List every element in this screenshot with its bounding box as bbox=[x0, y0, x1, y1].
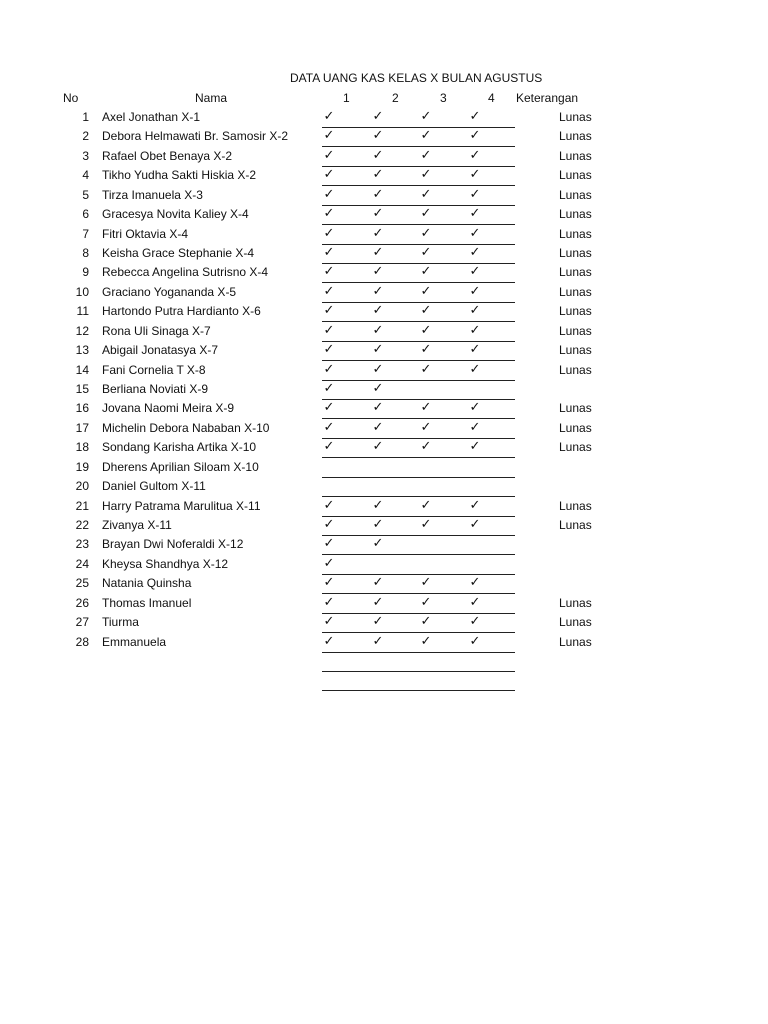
checkmark-icon: ✓ bbox=[469, 633, 481, 649]
checkmark-icon: ✓ bbox=[420, 361, 432, 377]
row-underline bbox=[322, 652, 515, 653]
row-number: 7 bbox=[82, 226, 89, 241]
student-name: Harry Patrama Marulitua X-11 bbox=[102, 498, 261, 513]
student-name: Rebecca Angelina Sutrisno X-4 bbox=[102, 265, 269, 280]
table-row bbox=[0, 633, 768, 652]
checkmark-icon: ✓ bbox=[323, 186, 335, 202]
row-number: 2 bbox=[82, 129, 89, 144]
checkmark-icon: ✓ bbox=[372, 109, 384, 124]
status-label: Lunas bbox=[559, 440, 592, 455]
table-row bbox=[0, 399, 768, 418]
student-name: Rona Uli Sinaga X-7 bbox=[102, 323, 211, 338]
checkmark-icon: ✓ bbox=[372, 167, 384, 183]
student-name: Natania Quinsha bbox=[102, 576, 192, 591]
student-name: Axel Jonathan X-1 bbox=[102, 110, 201, 124]
row-number: 14 bbox=[75, 362, 89, 377]
table-row bbox=[0, 497, 768, 516]
checkmark-icon: ✓ bbox=[469, 614, 481, 630]
table-row bbox=[0, 458, 768, 477]
checkmark-icon: ✓ bbox=[372, 322, 384, 338]
row-number: 3 bbox=[82, 148, 89, 163]
checkmark-icon: ✓ bbox=[323, 400, 335, 416]
row-number: 22 bbox=[75, 518, 89, 533]
checkmark-icon: ✓ bbox=[469, 439, 481, 455]
row-number: 26 bbox=[75, 595, 89, 610]
checkmark-icon: ✓ bbox=[372, 128, 384, 144]
table-row bbox=[0, 263, 768, 282]
checkmark-icon: ✓ bbox=[420, 419, 432, 435]
checkmark-icon: ✓ bbox=[469, 225, 481, 241]
row-number: 23 bbox=[75, 537, 89, 552]
student-name: Keisha Grace Stephanie X-4 bbox=[102, 246, 255, 260]
table-row bbox=[0, 535, 768, 554]
checkmark-icon: ✓ bbox=[420, 225, 432, 241]
row-number: 16 bbox=[75, 401, 89, 416]
table-row bbox=[0, 147, 768, 166]
checkmark-icon: ✓ bbox=[469, 342, 481, 358]
row-number: 18 bbox=[75, 440, 89, 455]
student-name: Jovana Naomi Meira X-9 bbox=[102, 401, 235, 416]
table-row bbox=[0, 516, 768, 535]
student-name: Dherens Aprilian Siloam X-10 bbox=[102, 459, 259, 474]
sheet-title: DATA UANG KAS KELAS X BULAN AGUSTUS bbox=[290, 71, 543, 85]
row-number: 24 bbox=[75, 556, 89, 571]
checkmark-icon: ✓ bbox=[323, 109, 335, 124]
checkmark-icon: ✓ bbox=[372, 303, 384, 319]
table-row bbox=[0, 380, 768, 399]
checkmark-icon: ✓ bbox=[323, 303, 335, 319]
student-name: Tikho Yudha Sakti Hiskia X-2 bbox=[102, 168, 257, 183]
checkmark-icon: ✓ bbox=[469, 361, 481, 377]
row-number: 10 bbox=[75, 284, 89, 299]
row-number: 21 bbox=[75, 498, 89, 513]
status-label: Lunas bbox=[559, 615, 592, 630]
checkmark-icon: ✓ bbox=[420, 186, 432, 202]
status-label: Lunas bbox=[559, 304, 592, 319]
checkmark-icon: ✓ bbox=[323, 225, 335, 241]
checkmark-icon: ✓ bbox=[372, 575, 384, 591]
checkmark-icon: ✓ bbox=[372, 283, 384, 299]
checkmark-icon: ✓ bbox=[469, 517, 481, 533]
checkmark-icon: ✓ bbox=[323, 419, 335, 435]
checkmark-icon: ✓ bbox=[420, 283, 432, 299]
row-number: 27 bbox=[75, 615, 89, 630]
checkmark-icon: ✓ bbox=[420, 147, 432, 163]
checkmark-icon: ✓ bbox=[420, 400, 432, 416]
table-row bbox=[0, 438, 768, 457]
table-row bbox=[0, 574, 768, 593]
checkmark-icon: ✓ bbox=[420, 614, 432, 630]
status-label: Lunas bbox=[559, 246, 592, 260]
student-name: Gracesya Novita Kaliey X-4 bbox=[102, 207, 249, 222]
student-name: Hartondo Putra Hardianto X-6 bbox=[102, 304, 261, 319]
checkmark-icon: ✓ bbox=[469, 575, 481, 591]
student-name: Fitri Oktavia X-4 bbox=[102, 226, 189, 241]
checkmark-icon: ✓ bbox=[469, 419, 481, 435]
checkmark-icon: ✓ bbox=[372, 497, 384, 513]
checkmark-icon: ✓ bbox=[323, 439, 335, 455]
checkmark-icon: ✓ bbox=[323, 497, 335, 513]
checkmark-icon: ✓ bbox=[420, 633, 432, 649]
checkmark-icon: ✓ bbox=[323, 536, 335, 552]
checkmark-icon: ✓ bbox=[372, 245, 384, 260]
header-week-1: 1 bbox=[343, 91, 350, 105]
student-name: Sondang Karisha Artika X-10 bbox=[102, 440, 257, 455]
checkmark-icon: ✓ bbox=[372, 517, 384, 533]
checkmark-icon: ✓ bbox=[323, 245, 335, 260]
table-row bbox=[0, 225, 768, 244]
status-label: Lunas bbox=[559, 518, 592, 533]
checkmark-icon: ✓ bbox=[420, 517, 432, 533]
blank-row-underline bbox=[322, 690, 515, 691]
checkmark-icon: ✓ bbox=[372, 186, 384, 202]
checkmark-icon: ✓ bbox=[469, 186, 481, 202]
row-number: 1 bbox=[82, 110, 89, 124]
status-label: Lunas bbox=[559, 265, 592, 280]
checkmark-icon: ✓ bbox=[372, 419, 384, 435]
checkmark-icon: ✓ bbox=[469, 264, 481, 280]
table-row bbox=[0, 244, 768, 263]
student-name: Thomas Imanuel bbox=[102, 595, 192, 610]
checkmark-icon: ✓ bbox=[420, 109, 432, 124]
student-name: Michelin Debora Nababan X-10 bbox=[102, 420, 270, 435]
checkmark-icon: ✓ bbox=[469, 400, 481, 416]
student-name: Berliana Noviati X-9 bbox=[102, 382, 209, 397]
student-name: Tirza Imanuela X-3 bbox=[102, 187, 203, 202]
row-number: 8 bbox=[82, 246, 89, 260]
table-row bbox=[0, 594, 768, 613]
checkmark-icon: ✓ bbox=[323, 206, 335, 222]
checkmark-icon: ✓ bbox=[323, 147, 335, 163]
student-name: Rafael Obet Benaya X-2 bbox=[102, 148, 233, 163]
row-number: 11 bbox=[76, 304, 89, 319]
checkmark-icon: ✓ bbox=[372, 594, 384, 610]
checkmark-icon: ✓ bbox=[372, 633, 384, 649]
checkmark-icon: ✓ bbox=[469, 128, 481, 144]
checkmark-icon: ✓ bbox=[420, 322, 432, 338]
blank-row-underline bbox=[322, 671, 515, 672]
student-name: Graciano Yogananda X-5 bbox=[102, 284, 237, 299]
status-label: Lunas bbox=[559, 148, 592, 163]
checkmark-icon: ✓ bbox=[323, 633, 335, 649]
checkmark-icon: ✓ bbox=[372, 147, 384, 163]
checkmark-icon: ✓ bbox=[323, 517, 335, 533]
checkmark-icon: ✓ bbox=[323, 614, 335, 630]
row-number: 9 bbox=[82, 265, 89, 280]
checkmark-icon: ✓ bbox=[420, 594, 432, 610]
checkmark-icon: ✓ bbox=[469, 594, 481, 610]
checkmark-icon: ✓ bbox=[372, 381, 384, 397]
checkmark-icon: ✓ bbox=[372, 225, 384, 241]
checkmark-icon: ✓ bbox=[420, 264, 432, 280]
checkmark-icon: ✓ bbox=[469, 147, 481, 163]
row-number: 17 bbox=[75, 420, 89, 435]
student-name: Fani Cornelia T X-8 bbox=[102, 362, 206, 377]
status-label: Lunas bbox=[559, 343, 592, 358]
checkmark-icon: ✓ bbox=[323, 342, 335, 358]
header-week-3: 3 bbox=[440, 91, 447, 105]
row-number: 15 bbox=[75, 382, 89, 397]
row-number: 25 bbox=[75, 576, 89, 591]
status-label: Lunas bbox=[559, 187, 592, 202]
checkmark-icon: ✓ bbox=[469, 206, 481, 222]
status-label: Lunas bbox=[559, 498, 592, 513]
checkmark-icon: ✓ bbox=[372, 206, 384, 222]
checkmark-icon: ✓ bbox=[469, 497, 481, 513]
status-label: Lunas bbox=[559, 284, 592, 299]
row-number: 28 bbox=[75, 634, 89, 649]
status-label: Lunas bbox=[559, 323, 592, 338]
student-name: Emmanuela bbox=[102, 634, 167, 649]
status-label: Lunas bbox=[559, 420, 592, 435]
table-row bbox=[0, 419, 768, 438]
student-name: Abigail Jonatasya X-7 bbox=[102, 343, 219, 358]
row-number: 6 bbox=[82, 207, 89, 222]
row-number: 12 bbox=[75, 323, 89, 338]
student-name: Debora Helmawati Br. Samosir X-2 bbox=[102, 129, 289, 144]
checkmark-icon: ✓ bbox=[323, 575, 335, 591]
student-name: Daniel Gultom X-11 bbox=[102, 479, 206, 494]
checkmark-icon: ✓ bbox=[323, 167, 335, 183]
checkmark-icon: ✓ bbox=[420, 575, 432, 591]
checkmark-icon: ✓ bbox=[420, 206, 432, 222]
checkmark-icon: ✓ bbox=[372, 439, 384, 455]
checkmark-icon: ✓ bbox=[420, 128, 432, 144]
status-label: Lunas bbox=[559, 129, 592, 144]
table-row bbox=[0, 341, 768, 360]
row-number: 13 bbox=[75, 343, 89, 358]
checkmark-icon: ✓ bbox=[372, 264, 384, 280]
student-name: Kheysa Shandhya X-12 bbox=[102, 556, 229, 571]
checkmark-icon: ✓ bbox=[372, 361, 384, 377]
row-number: 4 bbox=[82, 168, 89, 183]
table-row bbox=[0, 322, 768, 341]
table-row bbox=[0, 283, 768, 302]
table-row bbox=[0, 166, 768, 185]
table-row bbox=[0, 555, 768, 574]
status-label: Lunas bbox=[559, 168, 592, 183]
row-number: 19 bbox=[75, 459, 89, 474]
checkmark-icon: ✓ bbox=[469, 245, 481, 260]
checkmark-icon: ✓ bbox=[420, 342, 432, 358]
table-row bbox=[0, 302, 768, 321]
checkmark-icon: ✓ bbox=[323, 555, 335, 571]
checkmark-icon: ✓ bbox=[469, 167, 481, 183]
checkmark-icon: ✓ bbox=[323, 264, 335, 280]
checkmark-icon: ✓ bbox=[323, 361, 335, 377]
checkmark-icon: ✓ bbox=[469, 109, 481, 124]
checkmark-icon: ✓ bbox=[323, 594, 335, 610]
table-row bbox=[0, 186, 768, 205]
checkmark-icon: ✓ bbox=[372, 614, 384, 630]
checkmark-icon: ✓ bbox=[372, 400, 384, 416]
checkmark-icon: ✓ bbox=[323, 128, 335, 144]
status-label: Lunas bbox=[559, 110, 592, 124]
table-row bbox=[0, 205, 768, 224]
checkmark-icon: ✓ bbox=[323, 322, 335, 338]
row-number: 20 bbox=[75, 479, 89, 494]
checkmark-icon: ✓ bbox=[469, 303, 481, 319]
status-label: Lunas bbox=[559, 595, 592, 610]
header-keterangan: Keterangan bbox=[516, 91, 579, 105]
checkmark-icon: ✓ bbox=[372, 342, 384, 358]
header-week-4: 4 bbox=[488, 91, 495, 105]
checkmark-icon: ✓ bbox=[469, 322, 481, 338]
checkmark-icon: ✓ bbox=[420, 497, 432, 513]
table-row bbox=[0, 108, 768, 127]
student-name: Zivanya X-11 bbox=[102, 518, 172, 533]
status-label: Lunas bbox=[559, 401, 592, 416]
checkmark-icon: ✓ bbox=[420, 245, 432, 260]
checkmark-icon: ✓ bbox=[323, 283, 335, 299]
header-week-2: 2 bbox=[392, 91, 399, 105]
checkmark-icon: ✓ bbox=[420, 439, 432, 455]
status-label: Lunas bbox=[559, 362, 592, 377]
checkmark-icon: ✓ bbox=[372, 536, 384, 552]
checkmark-icon: ✓ bbox=[420, 303, 432, 319]
checkmark-icon: ✓ bbox=[323, 381, 335, 397]
row-number: 5 bbox=[82, 187, 89, 202]
table-row bbox=[0, 127, 768, 146]
table-row bbox=[0, 477, 768, 496]
checkmark-icon: ✓ bbox=[469, 283, 481, 299]
status-label: Lunas bbox=[559, 226, 592, 241]
header-no: No bbox=[63, 91, 79, 105]
student-name: Brayan Dwi Noferaldi X-12 bbox=[102, 537, 244, 552]
checkmark-icon: ✓ bbox=[420, 167, 432, 183]
header-nama: Nama bbox=[195, 91, 228, 105]
status-label: Lunas bbox=[559, 207, 592, 222]
student-name: Tiurma bbox=[102, 615, 139, 630]
status-label: Lunas bbox=[559, 634, 592, 649]
table-row bbox=[0, 613, 768, 632]
table-row bbox=[0, 361, 768, 380]
